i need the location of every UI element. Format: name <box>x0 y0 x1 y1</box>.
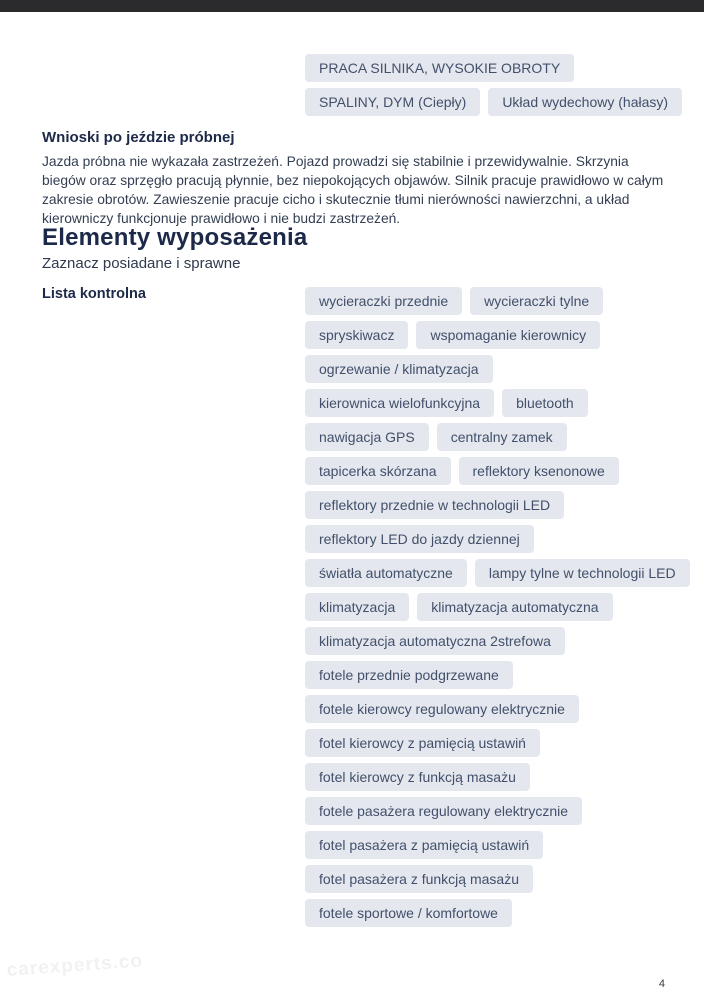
equipment-chip[interactable]: wycieraczki tylne <box>470 287 603 315</box>
test-drive-chip[interactable]: PRACA SILNIKA, WYSOKIE OBROTY <box>305 54 574 82</box>
equipment-title: Elementy wyposażenia <box>42 224 308 251</box>
equipment-chip[interactable]: klimatyzacja automatyczna <box>417 593 612 621</box>
chip-row <box>305 457 690 485</box>
test-drive-chip[interactable]: SPALINY, DYM (Ciepły) <box>305 88 480 116</box>
top-bar <box>0 0 704 12</box>
chip-row <box>305 287 690 315</box>
chip-row <box>305 559 690 587</box>
equipment-chip[interactable]: nawigacja GPS <box>305 423 429 451</box>
chip-row <box>305 54 682 82</box>
equipment-chip[interactable]: fotel pasażera z pamięcią ustawiń <box>305 831 543 859</box>
equipment-chip[interactable]: klimatyzacja automatyczna 2strefowa <box>305 627 565 655</box>
equipment-checklist-chips <box>305 287 690 933</box>
equipment-chip[interactable]: centralny zamek <box>437 423 567 451</box>
chip-row <box>305 763 690 791</box>
chip-row <box>305 389 690 417</box>
chip-row <box>305 88 682 116</box>
watermark: carexperts.co <box>6 950 144 981</box>
chip-row <box>305 797 690 825</box>
chip-row <box>305 831 690 859</box>
equipment-chip[interactable]: fotel kierowcy z pamięcią ustawiń <box>305 729 540 757</box>
equipment-chip[interactable]: fotele sportowe / komfortowe <box>305 899 512 927</box>
chip-row <box>305 695 690 723</box>
equipment-chip[interactable]: fotel pasażera z funkcją masażu <box>305 865 533 893</box>
equipment-chip[interactable]: fotel kierowcy z funkcją masażu <box>305 763 530 791</box>
equipment-chip[interactable]: klimatyzacja <box>305 593 409 621</box>
chip-row <box>305 593 690 621</box>
equipment-chip[interactable]: tapicerka skórzana <box>305 457 451 485</box>
equipment-chip[interactable]: lampy tylne w technologii LED <box>475 559 690 587</box>
equipment-chip[interactable]: wspomaganie kierownicy <box>416 321 600 349</box>
checklist-label: Lista kontrolna <box>42 286 146 302</box>
equipment-chip[interactable]: ogrzewanie / klimatyzacja <box>305 355 493 383</box>
equipment-chip[interactable]: kierownica wielofunkcyjna <box>305 389 494 417</box>
test-drive-result-chips <box>305 54 682 122</box>
chip-row <box>305 321 690 349</box>
chip-row <box>305 491 690 519</box>
equipment-chip[interactable]: bluetooth <box>502 389 588 417</box>
chip-row <box>305 423 690 451</box>
chip-row <box>305 729 690 757</box>
equipment-chip[interactable]: reflektory ksenonowe <box>459 457 619 485</box>
equipment-chip[interactable]: reflektory przednie w technologii LED <box>305 491 564 519</box>
chip-row <box>305 355 690 383</box>
page-number: 4 <box>658 978 665 990</box>
equipment-chip[interactable]: wycieraczki przednie <box>305 287 462 315</box>
equipment-chip[interactable]: fotele przednie podgrzewane <box>305 661 513 689</box>
chip-row <box>305 899 690 927</box>
equipment-chip[interactable]: spryskiwacz <box>305 321 408 349</box>
test-drive-conclusions-section <box>42 129 666 228</box>
conclusions-title: Wnioski po jeździe próbnej <box>42 129 235 146</box>
chip-row <box>305 525 690 553</box>
chip-row <box>305 627 690 655</box>
equipment-chip[interactable]: światła automatyczne <box>305 559 467 587</box>
test-drive-chip[interactable]: Układ wydechowy (hałasy) <box>488 88 682 116</box>
equipment-subtitle: Zaznacz posiadane i sprawne <box>42 255 241 272</box>
equipment-chip[interactable]: reflektory LED do jazdy dziennej <box>305 525 534 553</box>
equipment-section-header <box>42 224 666 272</box>
chip-row <box>305 661 690 689</box>
chip-row <box>305 865 690 893</box>
equipment-chip[interactable]: fotele kierowcy regulowany elektrycznie <box>305 695 579 723</box>
equipment-chip[interactable]: fotele pasażera regulowany elektrycznie <box>305 797 582 825</box>
conclusions-body: Jazda próbna nie wykazała zastrzeżeń. Pojazd prowadzi się stabilnie i przewidywalnie. Skrzynia biegów oraz sprzęgło pracują płynnie, bez niepokojących objawów. Silnik pracuje prawidłowo w całym zakresie obrotów. Zawieszenie pracuje cicho i skutecznie tłumi nierówności nawierzchni, a układ kierowniczy funkcjonuje prawidłowo i nie budzi zastrzeżeń. <box>42 154 664 226</box>
